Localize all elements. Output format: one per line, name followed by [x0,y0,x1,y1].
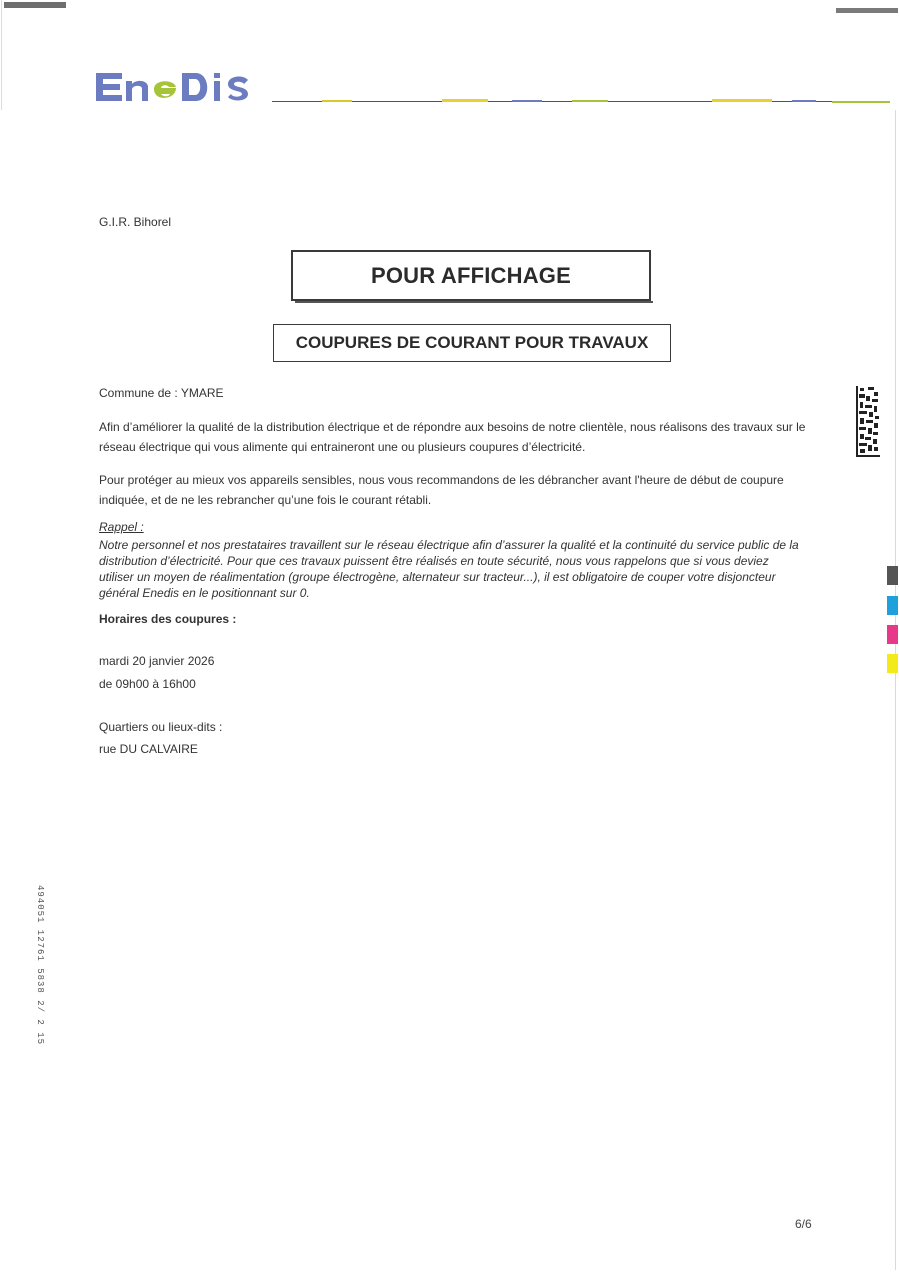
brand-line [272,99,890,105]
page-title: POUR AFFICHAGE [291,250,651,301]
advice-paragraph: Pour protéger au mieux vos appareils sensibles, nous vous recommandons de les débrancher avant l'heure de début de coupure indiquée, et de ne les rebrancher qu’une fois le courant rétabli. [99,473,784,507]
outage-date: mardi 20 janvier 2026 [99,654,215,668]
print-code: 494051 12761 5838 2/ 2 15 [35,885,45,1046]
page-number: 6/6 [795,1217,812,1231]
location-heading: Quartiers ou lieux-dits : [99,720,223,734]
page-subtitle: COUPURES DE COURANT POUR TRAVAUX [273,324,671,362]
print-mark-cyan [887,596,898,615]
reminder-heading: Rappel : [99,520,144,534]
print-mark-black [887,566,898,585]
commune-line: Commune de : YMARE [99,386,224,400]
scan-edge [1,0,2,110]
outage-hours: de 09h00 à 16h00 [99,677,196,691]
location-value: rue DU CALVAIRE [99,742,198,756]
enedis-logo [92,62,264,112]
datamatrix-code [856,386,880,457]
print-mark-yellow [887,654,898,673]
reminder-text: Notre personnel et nos prestataires travaillent sur le réseau électrique afin d’assurer la qualité et la continuité du service public de la distribution d’électricité. Pour que ces travaux puissent être réalisés en toute sécurité, nous vous rappelons que si vous deviez utiliser un moyen de réalimentation (groupe électrogène, alternateur sur tracteur...), il est obligatoire de couper votre disjoncteur général Enedis en le positionnant sur 0. [99,538,799,600]
scan-mark [836,8,898,13]
schedule-heading: Horaires des coupures : [99,612,237,626]
scan-edge [895,110,896,1270]
scan-mark [4,2,66,8]
enedis-logo-icon [92,67,264,107]
sender-label: G.I.R. Bihorel [99,215,172,229]
print-mark-magenta [887,625,898,644]
intro-paragraph: Afin d’améliorer la qualité de la distribution électrique et de répondre aux besoins de notre clientèle, nous réalisons des travaux sur le réseau électrique qui vous alimente qui entraineront une ou plusieurs coupures d’électricité. [99,420,806,454]
